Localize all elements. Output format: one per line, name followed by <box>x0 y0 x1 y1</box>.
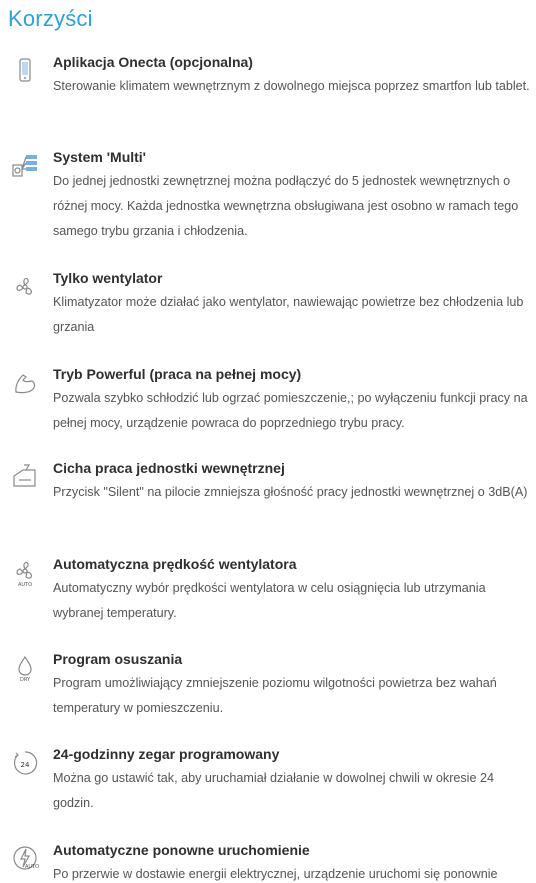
benefit-title: Program osuszania <box>53 651 183 667</box>
benefit-title: Tylko wentylator <box>53 270 163 286</box>
benefit-description: Przycisk "Silent" na pilocie zmniejsza głośność pracy jednostki wewnętrznej o 3dB(A) <box>53 485 528 499</box>
icon-label: AUTO <box>17 582 33 588</box>
benefit-description: Automatyczny wybór prędkości wentylatora w celu osiągnięcia lub utrzymania wybranej temperatury. <box>53 581 486 620</box>
auto-fan-speed-icon <box>11 558 39 588</box>
benefit-title: Automatyczna prędkość wentylatora <box>53 556 297 572</box>
smartphone-icon <box>11 56 39 86</box>
benefit-description: Sterowanie klimatem wewnętrznym z dowolnego miejsca poprzez smartfon lub tablet. <box>53 79 530 93</box>
benefit-title: Tryb Powerful (praca na pełnej mocy) <box>53 366 302 382</box>
benefit-description: Pozwala szybko schłodzić lub ogrzać pomieszczenie,; po wyłączeniu funkcji pracy na pełnej mocy, urządzenie powraca do poprzedniego trybu pracy. <box>53 391 528 430</box>
clock-24-icon <box>11 748 39 778</box>
benefit-title: Automatyczne ponowne uruchomienie <box>53 842 310 858</box>
benefit-description: Klimatyzator może działać jako wentylator, nawiewając powietrze bez chłodzenia lub grzania <box>53 295 524 334</box>
benefit-title: 24-godzinny zegar programowany <box>53 746 280 762</box>
benefit-description: Można go ustawić tak, aby uruchamiał działanie w dowolnej chwili w okresie 24 godzin. <box>53 771 494 810</box>
benefit-title: System 'Multi' <box>53 149 147 165</box>
benefit-description: Po przerwie w dostawie energii elektrycznej, urządzenie uruchomi się ponownie <box>53 867 498 881</box>
fan-icon <box>11 272 39 302</box>
icon-label: 24 <box>20 761 30 769</box>
benefit-description: Do jednej jednostki zewnętrznej można podłączyć do 5 jednostek wewnętrznych o różnej mocy. Każda jednostka wewnętrzna obsługiwana jest osobno w ramach tego samego trybu grzania i chłodzenia. <box>53 174 519 238</box>
page-title: Korzyści <box>8 6 93 31</box>
powerful-arm-icon <box>11 368 39 398</box>
benefit-title: Cicha praca jednostki wewnętrznej <box>53 460 285 476</box>
benefit-description: Program umożliwiający zmniejszenie poziomu wilgotności powietrza bez wahań temperatury w pomieszczeniu. <box>53 676 497 715</box>
silent-indoor-unit-icon <box>11 462 39 492</box>
benefit-title: Aplikacja Onecta (opcjonalna) <box>53 54 253 70</box>
multi-system-icon <box>11 151 39 181</box>
icon-label: AUTO <box>24 864 39 870</box>
auto-restart-icon <box>11 844 39 874</box>
icon-label: DRY <box>19 677 31 683</box>
dry-drop-icon <box>11 653 39 683</box>
